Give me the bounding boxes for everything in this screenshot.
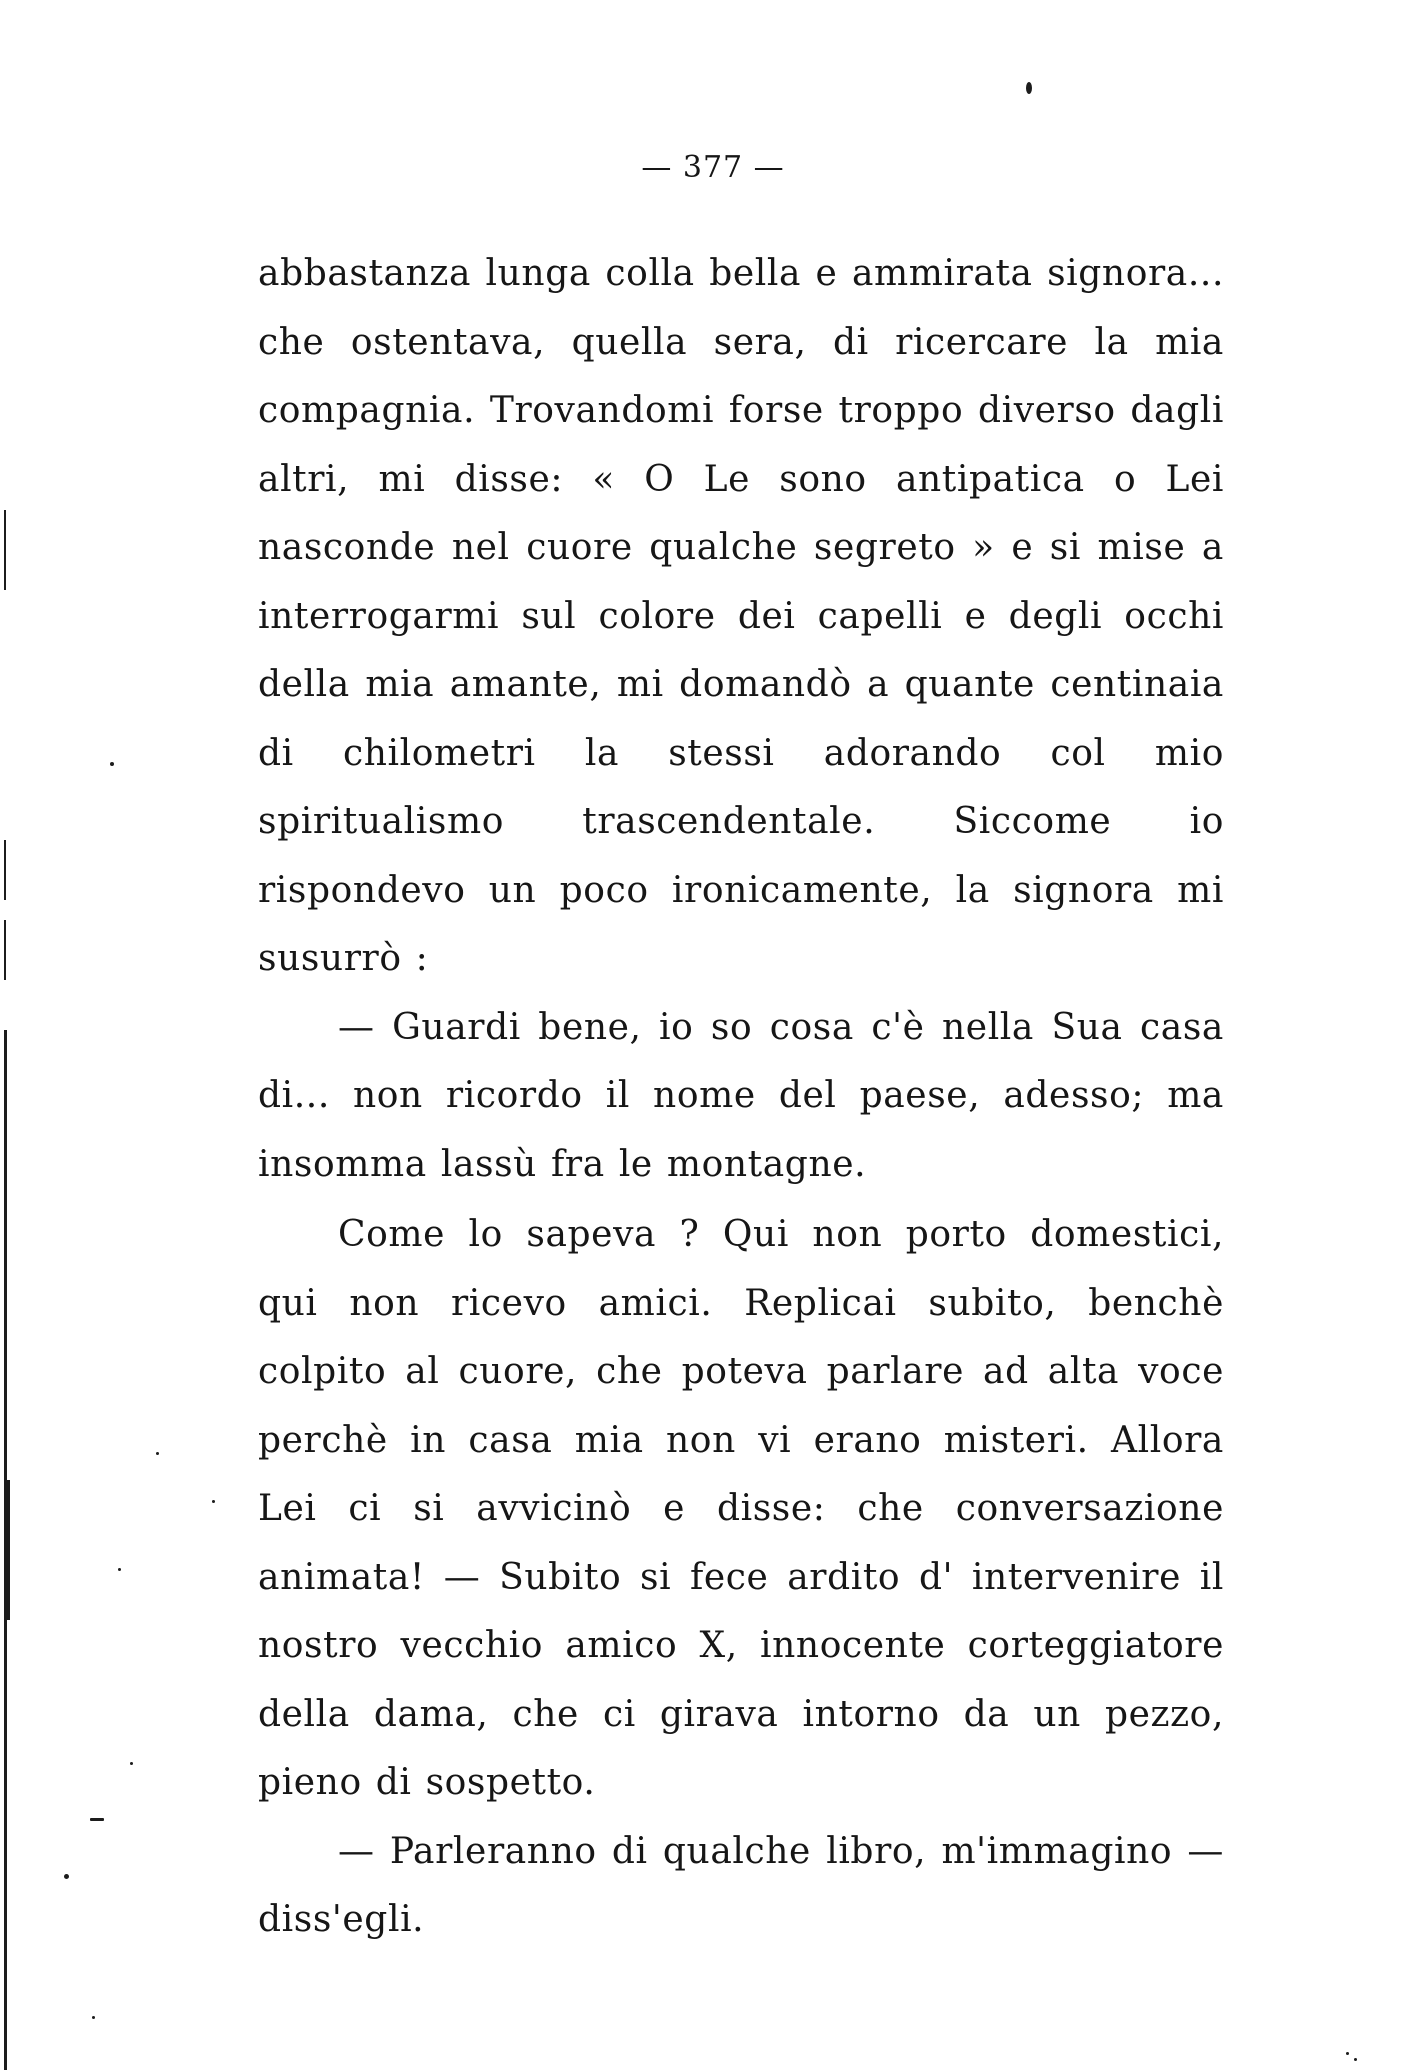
paragraph-4: — Parleranno di qualche libro, m'immagino — diss'egli. — [258, 1830, 1224, 1940]
scan-speck — [118, 1568, 121, 1571]
body-text — [258, 240, 1224, 1955]
scan-edge-mark — [4, 840, 6, 900]
scan-speck — [64, 1874, 69, 1879]
scan-edge-mark — [4, 1480, 10, 1620]
scan-speck — [90, 1818, 104, 1821]
scan-speck — [1346, 2052, 1349, 2055]
paragraph-2: — Guardi bene, io so cosa c'è nella Sua casa di... non ricordo il nome del paese, adesso; ma insomma lassù fra le montagne. — [258, 1006, 1224, 1185]
paragraph-3: Come lo sapeva ? Qui non porto domestici, qui non ricevo amici. Replicai subito, benchè colpito al cuore, che poteva parlare ad alta voce perchè in casa mia non vi erano misteri. Allora Lei ci si avvicinò e disse: che conversazione animata! — Subito si fece ardito d' intervenire il nostro vecchio amico X, innocente corteggiatore della dama, che ci girava intorno da un pezzo, pieno di sospetto. — [258, 1214, 1224, 1803]
scan-edge-mark — [4, 920, 6, 980]
scan-speck — [110, 762, 114, 766]
scan-speck — [212, 1500, 215, 1503]
scan-speck — [156, 1452, 159, 1455]
scan-speck — [130, 1762, 133, 1765]
scan-edge-mark — [4, 510, 6, 590]
paragraph-1: abbastanza lunga colla bella e ammirata signora... che ostentava, quella sera, di ricercare la mia compagnia. Trovandomi forse troppo diverso dagli altri, mi disse: « O Le sono antipatica o Lei nasconde nel cuore qualche segreto » e si mise a interrogarmi sul colore dei capelli e degli occhi della mia amante, mi domandò a quante centinaia di chilometri la stessi adorando col mio spiritualismo trascendentale. Siccome io rispondevo un poco ironicamente, la signora mi susurrò : — [258, 253, 1224, 979]
page-number: — 377 — — [641, 150, 785, 185]
scan-speck — [1354, 2058, 1357, 2061]
scan-speck — [1026, 82, 1032, 94]
scan-speck — [92, 2016, 95, 2019]
